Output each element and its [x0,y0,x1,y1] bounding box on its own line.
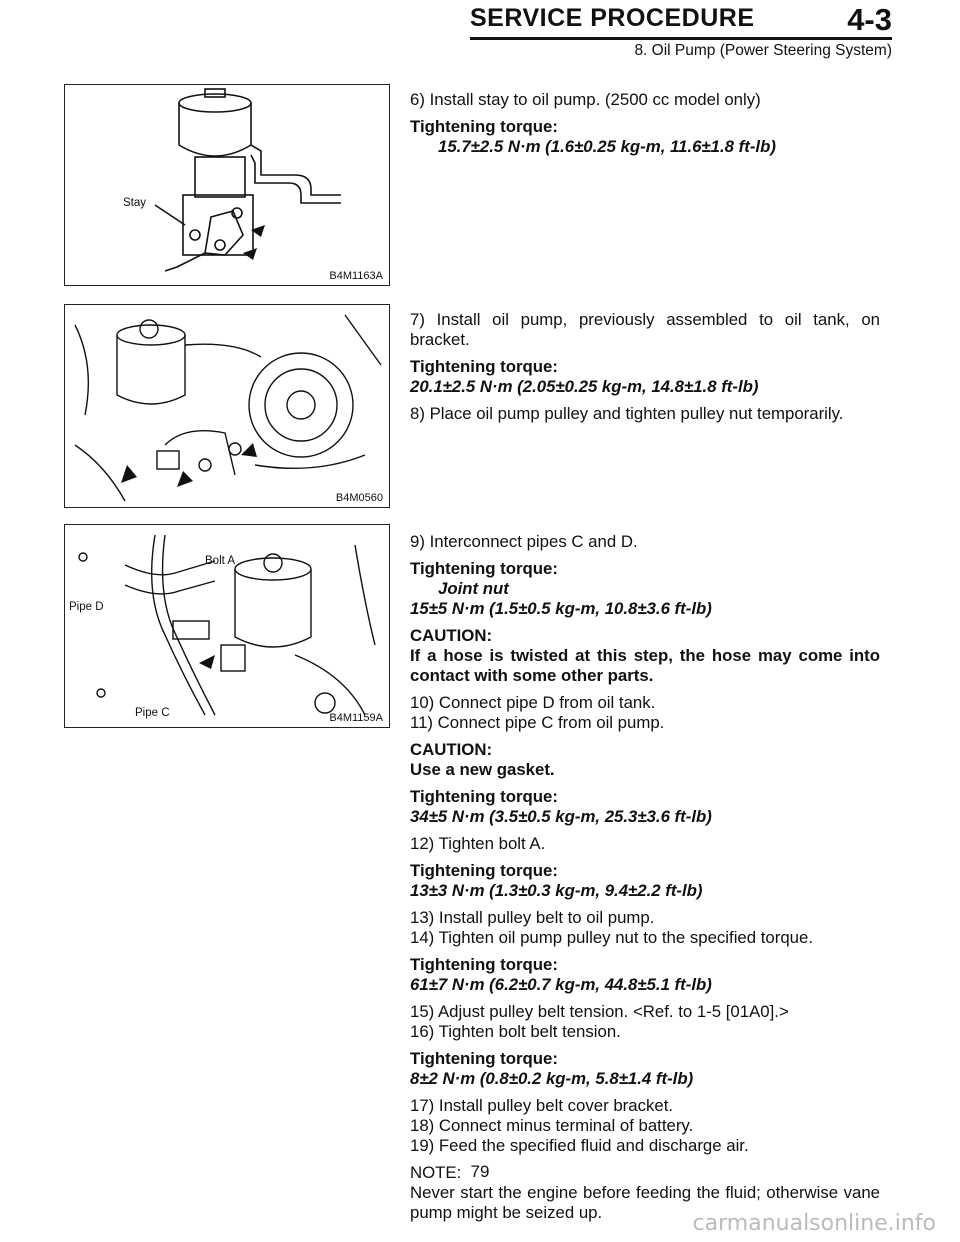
torque-value: 20.1±2.5 N·m (2.05±0.25 kg-m, 14.8±1.8 ft-lb) [410,377,759,396]
header-subtitle: 8. Oil Pump (Power Steering System) [634,42,892,59]
procedure-block-1 [410,90,880,157]
tightening-torque-label: Tightening torque: [410,861,558,880]
tightening-torque-label: Tightening torque: [410,117,558,136]
step-7: 7) Install oil pump, previously assembled to oil tank, on bracket. [410,310,880,349]
step-12: 12) Tighten bolt A. [410,834,546,853]
page-number: 79 [470,1162,490,1181]
step-19: 19) Feed the specified fluid and discharge air. [410,1136,749,1155]
step-8: 8) Place oil pump pulley and tighten pulley nut temporarily. [410,404,844,423]
step-15: 15) Adjust pulley belt tension. <Ref. to 1-5 [01A0].> [410,1002,789,1021]
figure-label-pipe-c: Pipe C [135,707,170,719]
joint-nut-label: Joint nut [438,579,509,598]
step-16: 16) Tighten bolt belt tension. [410,1022,621,1041]
torque-value: 13±3 N·m (1.3±0.3 kg-m, 9.4±2.2 ft-lb) [410,881,703,900]
figure-caption: B4M0560 [335,492,383,504]
tightening-torque-label: Tightening torque: [410,955,558,974]
procedure-block-2 [410,310,880,431]
tightening-torque-label: Tightening torque: [410,1049,558,1068]
tightening-torque-label: Tightening torque: [410,559,558,578]
tightening-torque-label: Tightening torque: [410,357,558,376]
step-13: 13) Install pulley belt to oil pump. [410,908,655,927]
tightening-torque-label: Tightening torque: [410,787,558,806]
figure-caption: B4M1163A [329,270,383,282]
figure-label-stay: Stay [123,197,147,209]
step-6: 6) Install stay to oil pump. (2500 cc model only) [410,90,761,109]
note-text: Never start the engine before feeding the fluid; otherwise vane pump might be seized up. [410,1183,880,1222]
step-14: 14) Tighten oil pump pulley nut to the specified torque. [410,928,814,947]
caution-title: CAUTION: [410,626,493,645]
header-rule [470,37,892,40]
torque-value: 15±5 N·m (1.5±0.5 kg-m, 10.8±3.6 ft-lb) [410,599,712,618]
step-10: 10) Connect pipe D from oil tank. [410,693,656,712]
caution-title: CAUTION: [410,740,493,759]
figure-oil-pump-bracket [64,304,390,508]
figure-oil-pump-stay [64,84,390,286]
header-title: SERVICE PROCEDURE [470,4,755,32]
torque-value: 34±5 N·m (3.5±0.5 kg-m, 25.3±3.6 ft-lb) [410,807,712,826]
torque-value: 61±7 N·m (6.2±0.7 kg-m, 44.8±5.1 ft-lb) [410,975,712,994]
watermark: carmanualsonline.info [692,1211,936,1236]
note-title: NOTE: [410,1163,462,1182]
figure-pipes-c-d [64,524,390,728]
step-18: 18) Connect minus terminal of battery. [410,1116,694,1135]
step-11: 11) Connect pipe C from oil pump. [410,713,665,732]
oil-pump-bracket-illustration [65,305,389,507]
figure-caption: B4M1159A [329,712,383,724]
page-header [0,0,960,60]
caution-text: If a hose is twisted at this step, the hose may come into contact with some other parts. [410,646,880,685]
oil-pump-stay-illustration [65,85,389,285]
step-9: 9) Interconnect pipes C and D. [410,532,638,551]
procedure-block-3 [410,532,880,1223]
figure-label-pipe-d: Pipe D [69,601,104,613]
step-17: 17) Install pulley belt cover bracket. [410,1096,674,1115]
figure-label-bolt-a: Bolt A [205,555,236,567]
torque-value: 8±2 N·m (0.8±0.2 kg-m, 5.8±1.4 ft-lb) [410,1069,694,1088]
torque-value: 15.7±2.5 N·m (1.6±0.25 kg-m, 11.6±1.8 ft-lb) [438,137,776,156]
caution-text: Use a new gasket. [410,760,555,779]
header-section-number: 4-3 [847,2,892,37]
